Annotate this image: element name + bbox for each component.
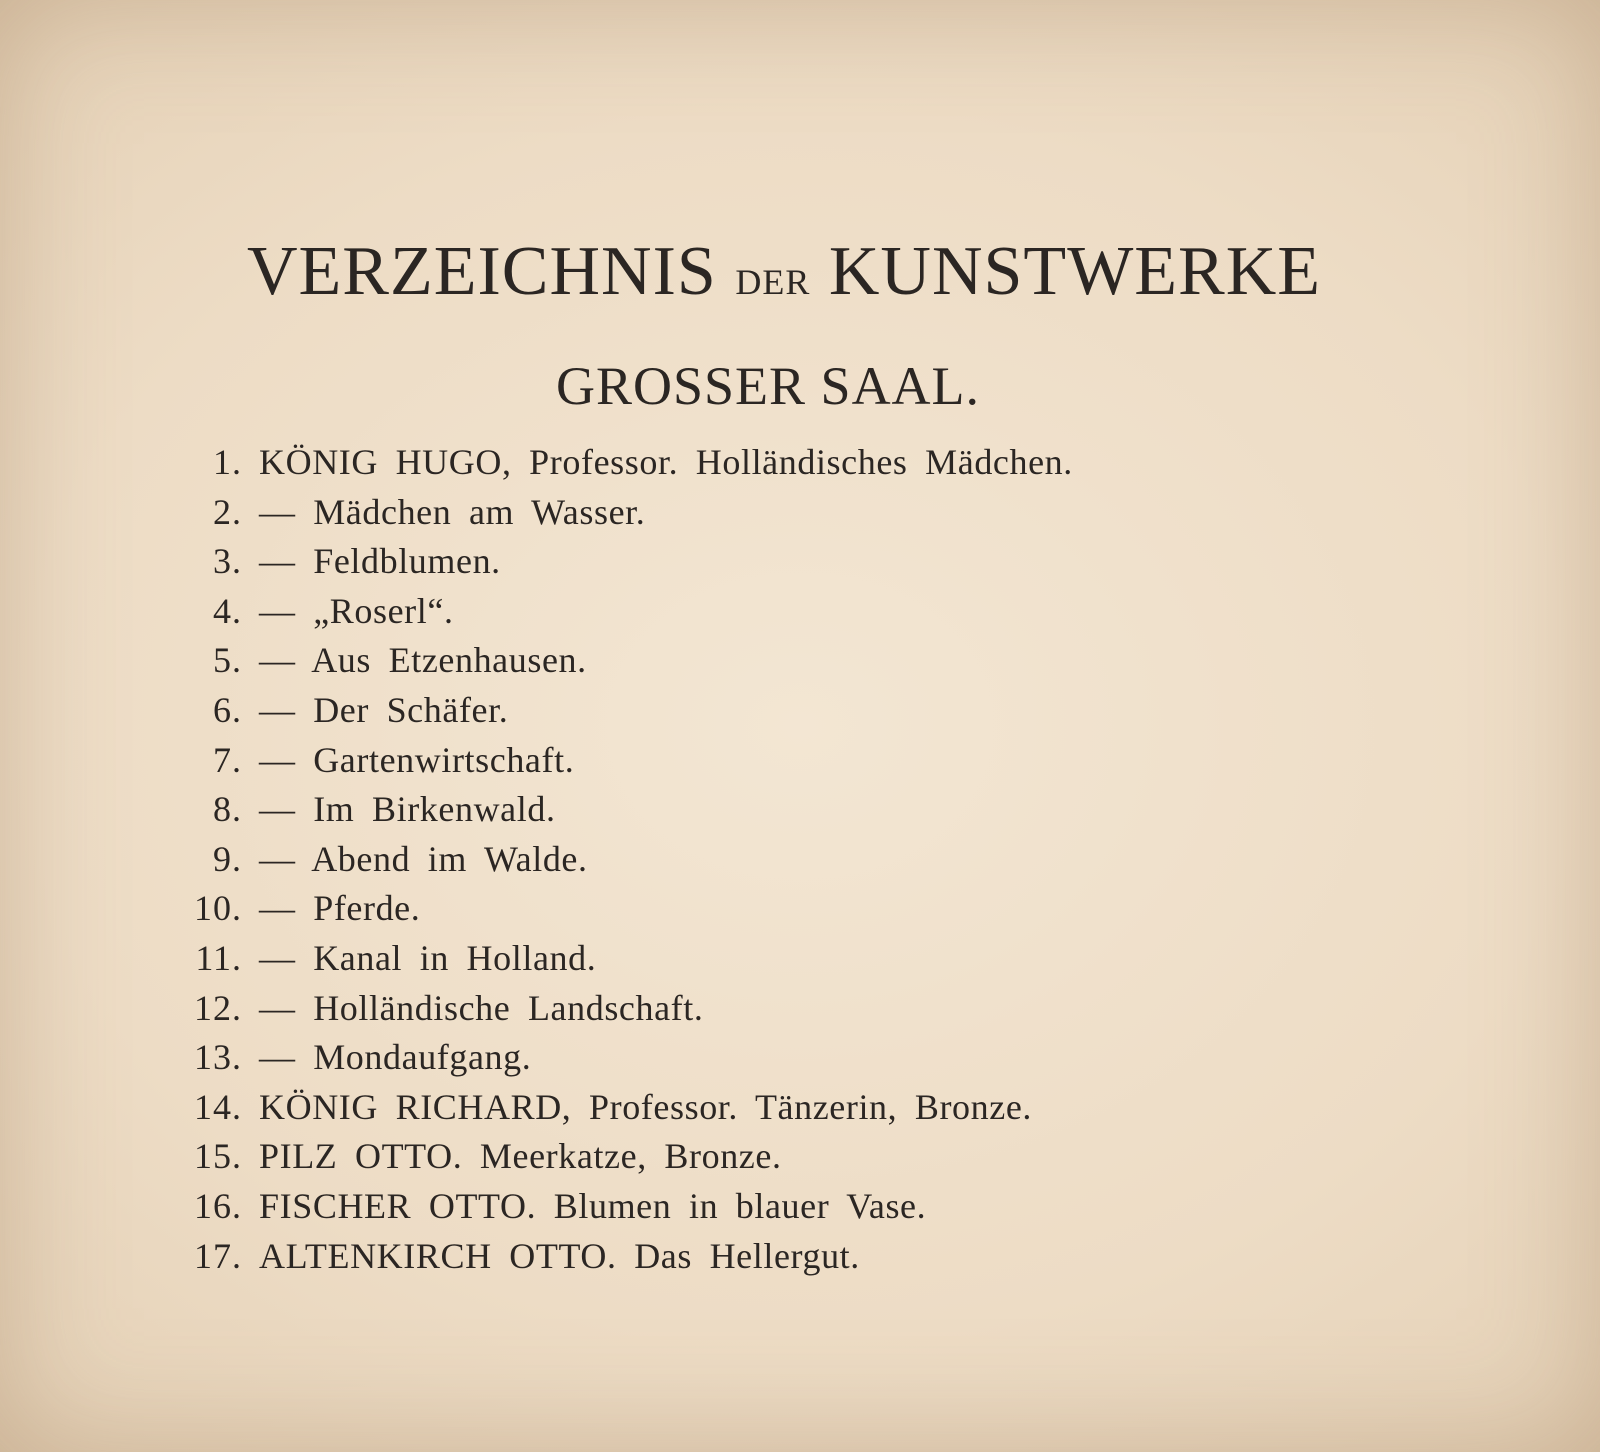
item-number: 7.	[213, 739, 242, 780]
page-title	[0, 232, 1568, 322]
item-number: 9.	[213, 838, 242, 879]
item-number: 13.	[194, 1037, 242, 1078]
item-text: — Kanal in Holland.	[259, 937, 597, 978]
item-number: 11.	[195, 937, 242, 978]
item-text: — Der Schäfer.	[259, 689, 509, 730]
list-item	[180, 686, 1480, 736]
list-item	[180, 785, 1480, 835]
item-number: 5.	[213, 640, 242, 681]
item-number: 6.	[213, 689, 242, 730]
item-text: ALTENKIRCH OTTO. Das Hellergut.	[259, 1235, 860, 1276]
item-text: — Gartenwirtschaft.	[259, 739, 575, 780]
list-item	[180, 984, 1480, 1034]
list-item	[180, 1033, 1480, 1083]
item-text: — Mädchen am Wasser.	[259, 491, 646, 532]
list-item	[180, 636, 1480, 686]
item-number: 15.	[194, 1136, 242, 1177]
item-number: 2.	[213, 491, 242, 532]
title-word-kunstwerke: KUNSTWERKE	[828, 233, 1322, 310]
item-text: — Pferde.	[259, 888, 421, 929]
item-number: 1.	[213, 442, 242, 482]
list-item	[180, 1232, 1480, 1282]
item-text: — Feldblumen.	[259, 541, 501, 582]
item-text: — Mondaufgang.	[259, 1037, 532, 1078]
item-text: — Aus Etzenhausen.	[259, 640, 587, 681]
item-text: FISCHER OTTO. Blumen in blauer Vase.	[259, 1185, 927, 1226]
item-number: 17.	[194, 1235, 242, 1276]
list-item	[180, 884, 1480, 934]
item-text: KÖNIG RICHARD, Professor. Tänzerin, Bronze.	[259, 1086, 1033, 1127]
list-item	[180, 1182, 1480, 1232]
item-text: — Abend im Walde.	[259, 838, 588, 879]
item-text: PILZ OTTO. Meerkatze, Bronze.	[259, 1136, 782, 1177]
list-item	[180, 537, 1480, 587]
list-item	[180, 438, 1480, 488]
list-item	[180, 488, 1480, 538]
list-item	[180, 736, 1480, 786]
item-number: 14.	[194, 1086, 242, 1127]
title-word-verzeichnis: VERZEICHNIS	[246, 233, 717, 310]
list-item	[180, 835, 1480, 885]
item-text: — Im Birkenwald.	[259, 789, 556, 830]
item-text: — Holländische Landschaft.	[259, 987, 704, 1028]
item-number: 8.	[213, 789, 242, 830]
item-text: KÖNIG HUGO, Professor. Holländisches Mädchen.	[259, 442, 1073, 482]
item-text: — „Roserl“.	[259, 590, 454, 631]
item-number: 4.	[213, 590, 242, 631]
item-number: 12.	[194, 987, 242, 1028]
section-title: GROSSER SAAL.	[555, 356, 981, 416]
list-item	[180, 934, 1480, 984]
list-item	[180, 1083, 1480, 1133]
artwork-list	[180, 438, 1480, 1281]
item-number: 16.	[194, 1185, 242, 1226]
item-number: 3.	[213, 541, 242, 582]
item-number: 10.	[194, 888, 242, 929]
list-item	[180, 587, 1480, 637]
title-word-der: DER	[735, 262, 811, 302]
list-item	[180, 1132, 1480, 1182]
